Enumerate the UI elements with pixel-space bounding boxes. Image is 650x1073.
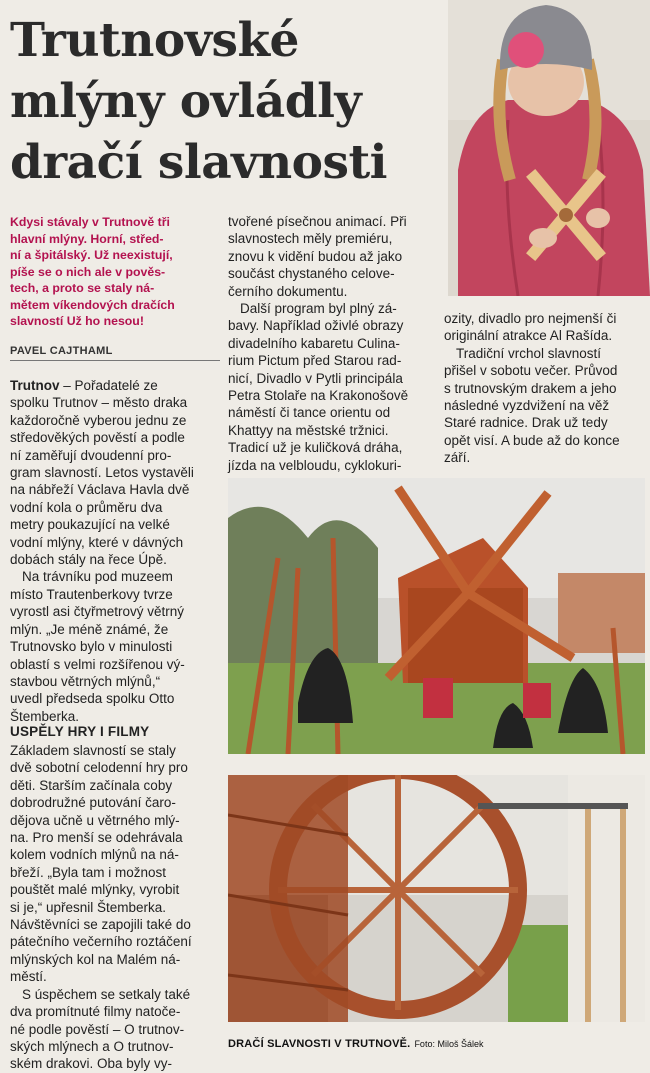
text-line: ní zaměřují dvoudenní pro- xyxy=(10,447,172,463)
text-line: pátečního večerního roztáčení xyxy=(10,934,192,950)
section-subhead: USPĚLY HRY I FILMY xyxy=(10,724,150,739)
text-line: slavnostech měly premiéru, xyxy=(228,231,393,247)
headline-line: Trutnovské xyxy=(10,13,299,68)
text-line: tvořené písečnou animací. Při xyxy=(228,214,407,229)
text-line: náměstí či tance orientu od xyxy=(228,405,391,421)
text-line: součást chystaného celove- xyxy=(228,266,395,282)
lead-line: ní a špitálský. Už neexistují, xyxy=(10,248,173,262)
text-line: dvě sobotní celodenní hry pro xyxy=(10,760,188,776)
lead-paragraph xyxy=(10,214,220,330)
text-line: přišel v sobotu večer. Průvod xyxy=(444,363,618,379)
caption-credit: Foto: Miloš Šálek xyxy=(414,1039,484,1049)
photo-girl-with-pinwheel xyxy=(448,0,650,296)
text-line: originální atrakce Al Rašída. xyxy=(444,328,613,344)
photo-caption xyxy=(228,1038,483,1050)
lead-line: hlavní mlýny. Horní, střed- xyxy=(10,231,164,246)
text-line: Další program byl plný zá- xyxy=(240,301,397,317)
text-line: vodní mlýny, které v dávných xyxy=(10,534,184,550)
text-line: na. Pro menší se odehrávala xyxy=(10,830,183,846)
text-line: spolku Trutnov – město draka xyxy=(10,395,188,411)
text-line: bavy. Například oživlé obrazy xyxy=(228,318,404,334)
text-line: ských mlýnech a O trutnov- xyxy=(10,1038,174,1054)
text-line: vodní kola o průměru dva xyxy=(10,499,163,515)
text-line: září. xyxy=(444,450,471,466)
text-line: dobách stály na řece Úpě. xyxy=(10,552,167,568)
article-column-1 xyxy=(10,377,222,725)
text-line: dějova učně u větrného mlý- xyxy=(10,812,180,828)
headline-line: mlýny ovládly xyxy=(10,74,362,129)
text-line: Tradiční vrchol slavností xyxy=(456,345,602,361)
text-line: opět visí. A bude až do konce xyxy=(444,432,620,448)
text-line: Petra Stolaře na Krakonošově xyxy=(228,388,409,404)
text-line: pouštět malé mlýnky, vyrobit xyxy=(10,882,180,898)
text-line: Tradicí už je kuličková dráha, xyxy=(228,440,403,456)
text-line: každoročně vyberou jednu ze xyxy=(10,412,187,428)
photo-windmill xyxy=(228,478,645,754)
lead-line: píše se o nich ale v pověs- xyxy=(10,264,166,279)
text-line: divadelního kabaretu Culina- xyxy=(228,335,400,351)
text-line: na nábřeží Václava Havla dvě xyxy=(10,482,190,498)
text-line: místo Trautenberkovy tvrze xyxy=(10,586,173,602)
text-line: ozity, divadlo pro nejmenší či xyxy=(444,311,617,326)
headline xyxy=(10,10,450,193)
caption-title: DRAČÍ SLAVNOSTI V TRUTNOVĚ. xyxy=(228,1038,411,1050)
text-line: si je,“ upřesnil Štemberka. xyxy=(10,899,167,915)
text-line: stavbou větrných mlýnů,“ xyxy=(10,673,161,689)
text-line: jízda na velbloudu, cyklokuri- xyxy=(228,457,402,473)
text-line: gram slavností. Letos vystavěli xyxy=(10,465,194,481)
article-column-3 xyxy=(444,310,648,467)
text-line: ském drakovi. Oba byly vy- xyxy=(10,1056,173,1072)
text-line: Staré radnice. Drak už tedy xyxy=(444,415,608,431)
text-line: děti. Starším začínala coby xyxy=(10,777,173,793)
text-line: s trutnovským drakem a jeho xyxy=(444,380,617,396)
lead-line: tech, a proto se staly ná- xyxy=(10,281,155,295)
text-line: Štemberka. xyxy=(10,708,80,724)
text-line: S úspěchem se setkaly také xyxy=(22,986,191,1002)
text-line: né podle pověstí – O trutnov- xyxy=(10,1021,185,1037)
text-line: černího dokumentu. xyxy=(228,283,348,299)
text-line: znovu k vidění budou až jako xyxy=(228,248,403,264)
text-line: vyrostl asi čtyřmetrový větrný xyxy=(10,604,185,620)
text-line: břeží. „Byla tam i možnost xyxy=(10,864,167,880)
text-line: rium Pictum před Starou rad- xyxy=(228,353,402,369)
article-column-1-continued xyxy=(10,742,222,1073)
lead-line: Kdysi stávaly v Trutnově tři xyxy=(10,215,170,229)
text-line: středověkých pověstí a podle xyxy=(10,430,185,446)
text-line: Návštěvníci se zapojili také do xyxy=(10,917,191,933)
text-line: následné vyzdvižení na věž xyxy=(444,398,610,414)
lead-line: mětem víkendových dračích xyxy=(10,297,175,312)
text-line: mlýn. „Je méně známé, že xyxy=(10,621,169,637)
author-byline: PAVEL CAJTHAML xyxy=(10,345,220,361)
photo-water-wheel xyxy=(228,775,645,1022)
text-line: mlýnských kol na Malém ná- xyxy=(10,951,181,967)
lead-line: slavností Už ho nesou! xyxy=(10,314,144,328)
headline-line: dračí slavnosti xyxy=(10,135,388,190)
text-line: dva promítnuté filmy natoče- xyxy=(10,1004,181,1020)
text-line: metry poukazující na velké xyxy=(10,517,170,533)
text-line: oblastí s velmi rozšířenou vý- xyxy=(10,656,185,672)
text-line: Khattyy na městské tržnici. xyxy=(228,422,389,438)
text-line: kolem vodních mlýnů na ná- xyxy=(10,847,179,863)
text-line: Trutnovsko bylo v minulosti xyxy=(10,639,173,655)
text-line: nicí, Divadlo v Pytli principála xyxy=(228,370,403,386)
text-line: uvedl předseda spolku Otto xyxy=(10,691,175,707)
text-line: Základem slavností se staly xyxy=(10,743,176,758)
text-line: městí. xyxy=(10,969,47,985)
text-line: Na trávníku pod muzeem xyxy=(22,569,173,585)
text-line: Trutnov – Pořadatelé ze xyxy=(10,378,158,393)
article-column-2 xyxy=(228,213,440,474)
text-line: dobrodružné putování čaro- xyxy=(10,795,176,811)
